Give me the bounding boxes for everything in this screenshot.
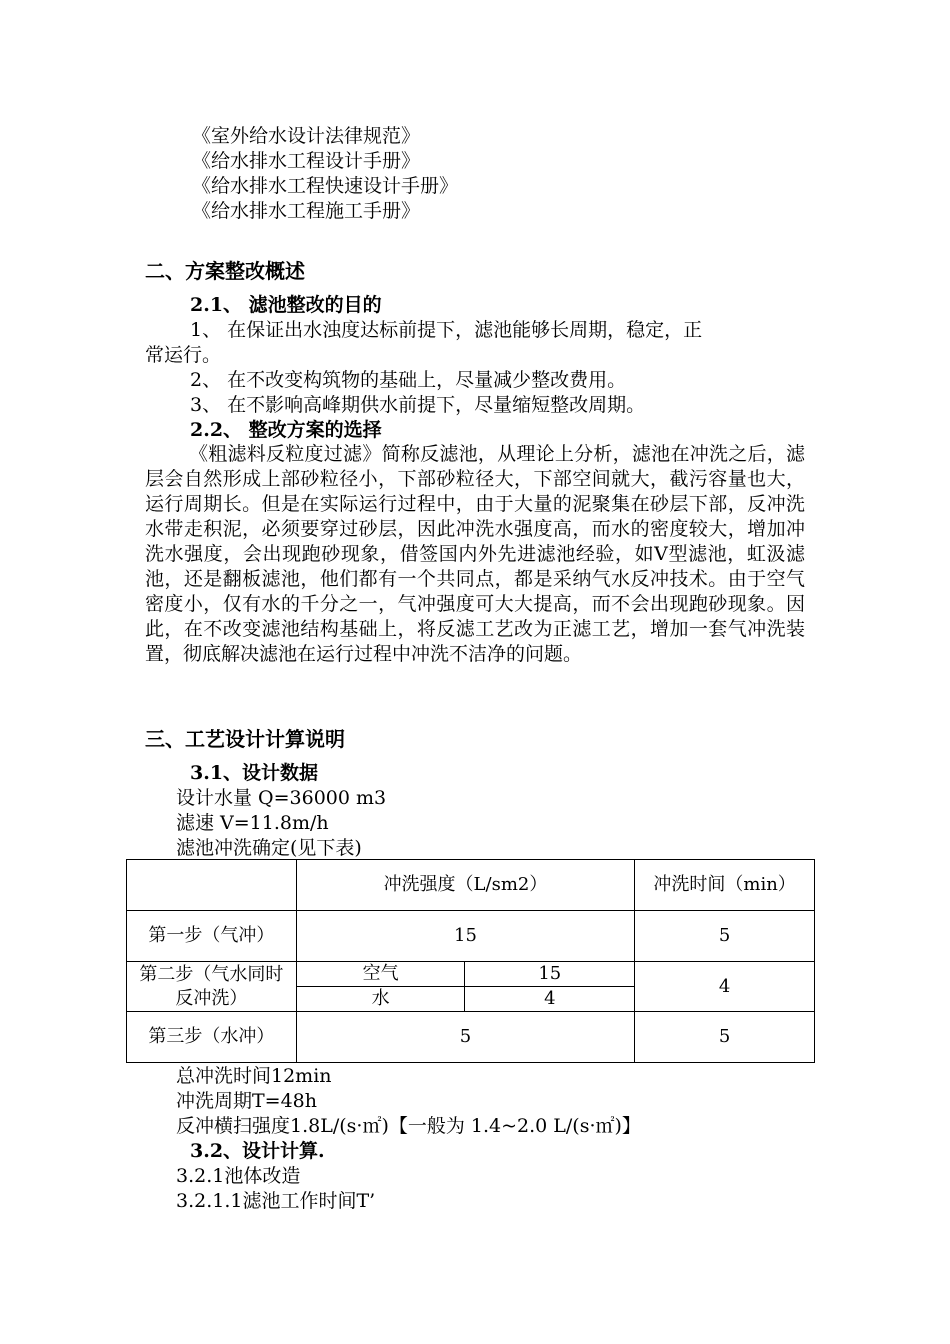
- sweep-intensity: 反冲横扫强度1.8L/(s·㎡)【一般为 1.4~2.0 L/(s·㎡)】: [176, 1115, 641, 1137]
- section-2-heading: 二、方案整改概述: [145, 259, 305, 283]
- section-3-2-1: 3.2.1池体改造: [176, 1165, 301, 1187]
- section-3-2-1-1: 3.2.1.1滤池工作时间T’: [176, 1190, 376, 1212]
- step3-intensity: 5: [296, 1012, 634, 1063]
- section-2-2-heading: 2.2、 整改方案的选择: [190, 419, 382, 441]
- step2-time: 4: [635, 962, 815, 1012]
- table-intro: 滤池冲洗确定(见下表): [176, 837, 362, 859]
- step2-water-value: 4: [465, 987, 635, 1012]
- wash-cycle: 冲洗周期T=48h: [176, 1090, 318, 1112]
- wash-table: [126, 859, 815, 1063]
- header-intensity: 冲洗强度（L/sm2）: [296, 860, 634, 911]
- reference-3: 《给水排水工程快速设计手册》: [192, 175, 459, 197]
- step2-water-label: 水: [296, 987, 465, 1012]
- design-flow: 设计水量 Q=36000 m3: [176, 787, 387, 809]
- reference-1: 《室外给水设计法律规范》: [192, 125, 421, 147]
- section-2-1-heading: 2.1、 滤池整改的目的: [190, 294, 382, 316]
- step3-time: 5: [635, 1012, 815, 1063]
- step3-label: 第三步（水冲）: [127, 1012, 297, 1063]
- header-time: 冲洗时间（min）: [635, 860, 815, 911]
- reference-2: 《给水排水工程设计手册》: [192, 150, 421, 172]
- goal-1-line-1: 1、 在保证出水浊度达标前提下，滤池能够长周期，稳定，正: [190, 319, 703, 341]
- step1-label: 第一步（气冲）: [127, 911, 297, 962]
- goal-1-line-2: 常运行。: [145, 344, 222, 366]
- step2-air-value: 15: [465, 962, 635, 987]
- goal-2: 2、 在不改变构筑物的基础上，尽量减少整改费用。: [190, 369, 627, 391]
- reference-4: 《给水排水工程施工手册》: [192, 200, 421, 222]
- step1-intensity: 15: [296, 911, 634, 962]
- section-3-heading: 三、工艺设计计算说明: [145, 727, 345, 751]
- goal-3: 3、 在不影响高峰期供水前提下，尽量缩短整改周期。: [190, 394, 646, 416]
- total-wash-time: 总冲洗时间12min: [176, 1065, 332, 1087]
- filter-speed: 滤速 V=11.8m/h: [176, 812, 329, 834]
- table-header-row: [127, 860, 815, 911]
- section-3-2-heading: 3.2、设计计算.: [190, 1140, 325, 1162]
- table-row-step1: [127, 911, 815, 962]
- section-3-1-heading: 3.1、设计数据: [190, 762, 319, 784]
- scheme-paragraph: 《粗滤料反粒度过滤》简称反滤池，从理论上分析，滤池在冲洗之后，滤层会自然形成上部砂粒径小，下部砂粒径大，下部空间就大，截污容量也大，运行周期长。但是在实际运行过程中，由于大量的泥聚集在砂层下部，反冲洗水带走积泥，必须要穿过砂层，因此冲洗水强度高，而水的密度较大，增加冲洗水强度，会出现跑砂现象，借签国内外先进滤池经验，如V型滤池，虹汲滤池，还是翻板滤池，他们都有一个共同点，都是采纳气水反冲技术。由于空气密度小，仅有水的千分之一，气冲强度可大大提高，而不会出现跑砂现象。因此，在不改变滤池结构基础上，将反滤工艺改为正滤工艺，增加一套气冲洗装置，彻底解决滤池在运行过程中冲洗不洁净的问题。: [145, 443, 805, 665]
- step1-time: 5: [635, 911, 815, 962]
- table-row-step3: [127, 1012, 815, 1063]
- table-row-step2-air: [127, 962, 815, 987]
- header-empty-cell: [127, 860, 297, 911]
- step2-label: 第二步（气水同时反冲洗）: [127, 962, 297, 1012]
- step2-air-label: 空气: [296, 962, 465, 987]
